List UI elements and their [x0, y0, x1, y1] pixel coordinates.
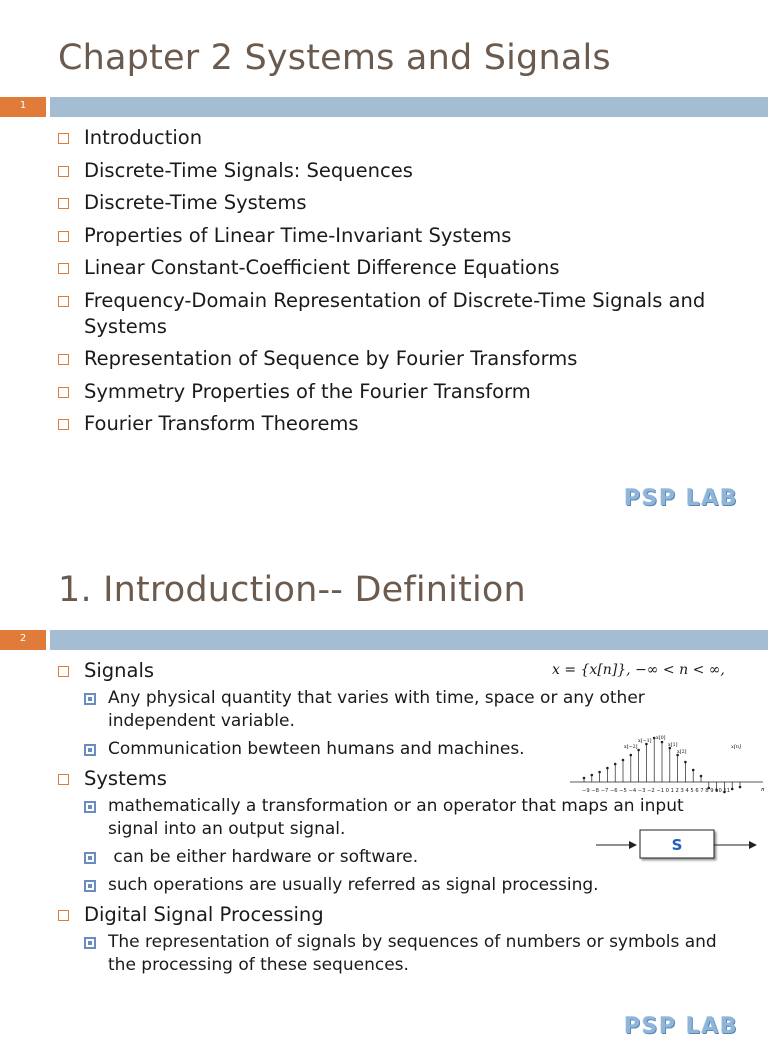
- stem-plot-figure: [568, 730, 768, 800]
- sub-list-item: such operations are usually referred as signal processing.: [84, 874, 758, 897]
- stem-point: [614, 763, 617, 766]
- title-bar: [0, 97, 768, 117]
- stem-point: [731, 788, 734, 791]
- sub-bullet-icon: [84, 693, 96, 705]
- stem-plot-signal-label: x[n]: [731, 744, 741, 750]
- stem-plot-sample-label: x[−2]: [624, 745, 638, 750]
- bullet-square-icon: [58, 774, 69, 785]
- psp-lab-logo: PSP LAB: [623, 1014, 738, 1039]
- psp-lab-logo: PSP LAB: [623, 486, 738, 511]
- stem-point: [583, 777, 586, 780]
- stem-point: [598, 771, 601, 774]
- sub-list-item: Any physical quantity that varies with time, space or any other independent variable.: [84, 687, 704, 733]
- list-item: Linear Constant-Coefficient Difference Equations: [58, 255, 758, 281]
- stem-plot-axis-var: n: [761, 787, 765, 793]
- bullet-square-icon: [58, 198, 69, 209]
- bullet-square-icon: [58, 231, 69, 242]
- sub-list-item: mathematically a transformation or an operator that maps an input signal into an output signal.: [84, 795, 684, 841]
- stem-point: [630, 754, 633, 757]
- stem-point: [692, 769, 695, 772]
- bullet-square-icon: [58, 354, 69, 365]
- stem-plot-samples: [583, 737, 742, 794]
- stem-plot-sample-label: x[1]: [668, 743, 678, 748]
- list-item: Frequency-Domain Representation of Discrete-Time Signals and Systems: [58, 288, 758, 340]
- stem-point: [606, 767, 609, 770]
- list-item-signals: Signals Any physical quantity that varies with time, space or any other independent variable. Communication bewteen humans and machines.: [58, 658, 758, 761]
- slide-2: [0, 530, 768, 1039]
- slide-title: Chapter 2 Systems and Signals: [58, 38, 611, 78]
- outline-list: [58, 125, 758, 444]
- bullet-square-icon: [58, 666, 69, 677]
- stem-plot-sample-label: x[0]: [656, 736, 666, 741]
- list-item: Fourier Transform Theorems: [58, 411, 758, 437]
- sub-bullet-icon: [84, 880, 96, 892]
- system-block-label: S: [671, 836, 683, 854]
- stem-plot-tick-labels: −9 −8 −7 −6 −5 −4 −3 −2 −1 0 1 2 3 4 5 6 7 8 9 10 11: [582, 788, 731, 794]
- stem-point: [661, 741, 664, 744]
- sub-list-item: Communication bewteen humans and machines.: [84, 738, 758, 761]
- sub-bullet-icon: [84, 801, 96, 813]
- sub-bullet-icon: [84, 937, 96, 949]
- bullet-square-icon: [58, 910, 69, 921]
- stem-point: [700, 775, 703, 778]
- stem-point: [684, 761, 687, 764]
- list-item: Properties of Linear Time-Invariant Systems: [58, 223, 758, 249]
- list-item-systems: Systems mathematically a transformation or an operator that maps an input signal into an output signal. can be either hardware or software. such operations are usually referred as signal processing.: [58, 766, 758, 897]
- stem-point: [591, 774, 594, 777]
- list-item: Discrete-Time Systems: [58, 190, 758, 216]
- bullet-square-icon: [58, 133, 69, 144]
- sub-list-item: The representation of signals by sequences of numbers or symbols and the processing of these sequences.: [84, 931, 724, 977]
- list-item: Representation of Sequence by Fourier Transforms: [58, 346, 758, 372]
- bullet-square-icon: [58, 166, 69, 177]
- bullet-square-icon: [58, 263, 69, 274]
- stem-plot-sample-label: x[2]: [677, 750, 687, 755]
- stem-point: [637, 749, 640, 752]
- page-number: 1: [0, 97, 46, 117]
- bullet-square-icon: [58, 296, 69, 307]
- title-bar: [0, 630, 768, 650]
- title-bar-stripe: [50, 97, 768, 117]
- list-item-dsp: Digital Signal Processing The representation of signals by sequences of numbers or symbols and the processing of these sequences.: [58, 902, 758, 977]
- list-item: Introduction: [58, 125, 758, 151]
- sub-list: [84, 931, 758, 977]
- stem-point: [739, 786, 742, 789]
- list-item: Discrete-Time Signals: Sequences: [58, 158, 758, 184]
- bullet-square-icon: [58, 387, 69, 398]
- sub-bullet-icon: [84, 852, 96, 864]
- title-bar-stripe: [50, 630, 768, 650]
- page-number: 2: [0, 630, 46, 650]
- stem-point: [622, 759, 625, 762]
- list-item: Symmetry Properties of the Fourier Transform: [58, 379, 758, 405]
- sub-list-item: can be either hardware or software.: [84, 846, 758, 869]
- system-block-diagram: [596, 820, 761, 870]
- slide-title: 1. Introduction-- Definition: [58, 570, 526, 610]
- bullet-square-icon: [58, 419, 69, 430]
- sub-bullet-icon: [84, 744, 96, 756]
- sequence-formula: x = {x[n]}, −∞ < n < ∞,: [552, 662, 725, 678]
- stem-plot-sample-label: x[−1]: [638, 739, 652, 744]
